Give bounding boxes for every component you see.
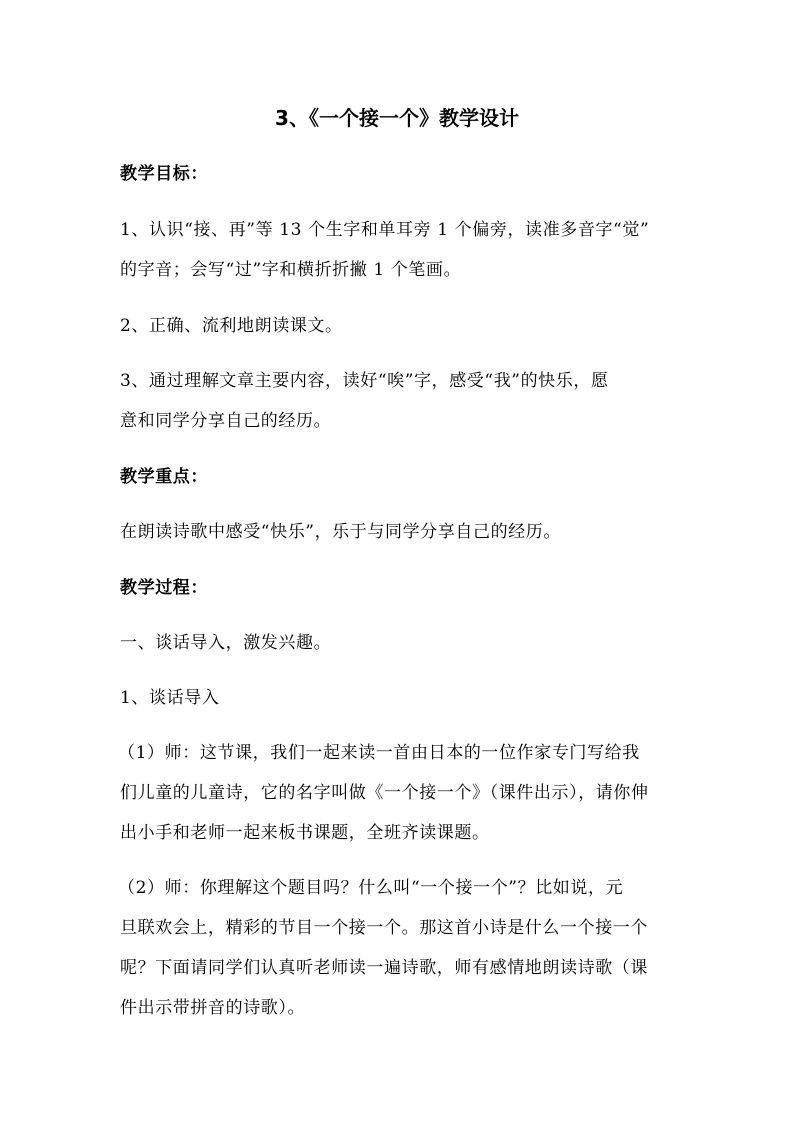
- goal-1-line-1: 1、认识“接、再”等 13 个生字和单耳旁 1 个偏旁，读准多音字“觉”: [120, 220, 650, 240]
- paragraph-2-line-3: 呢？下面请同学们认真听老师读一遍诗歌，师有感情地朗读诗歌（课: [120, 958, 648, 978]
- process-heading: 教学过程：: [120, 578, 208, 598]
- document-title: 3、《一个接一个》教学设计: [275, 106, 519, 130]
- paragraph-1-line-3: 出小手和老师一起来板书课题，全班齐读课题。: [120, 823, 490, 843]
- paragraph-2-line-2: 旦联欢会上，精彩的节目一个接一个。那这首小诗是什么一个接一个: [120, 918, 648, 938]
- paragraph-2-line-1: （2）师：你理解这个题目吗？什么叫“一个接一个”？比如说，元: [118, 878, 624, 898]
- goal-3-line-1: 3、通过理解文章主要内容，读好“唉”字，感受“我”的快乐，愿: [120, 371, 609, 391]
- goals-heading: 教学目标：: [120, 164, 208, 184]
- paragraph-1-line-2: 们儿童的儿童诗，它的名字叫做《一个接一个》（课件出示），请你伸: [120, 783, 649, 803]
- paragraph-1-line-1: （1）师：这节课，我们一起来读一首由日本的一位作家专门写给我: [118, 743, 640, 763]
- goal-2: 2、正确、流利地朗读课文。: [120, 316, 343, 336]
- key-heading: 教学重点：: [120, 467, 208, 487]
- key-text: 在朗读诗歌中感受“快乐”，乐于与同学分享自己的经历。: [120, 522, 561, 542]
- goal-1-line-2: 的字音；会写“过”字和横折折撇 1 个笔画。: [120, 260, 462, 280]
- step-1: 一、谈话导入，激发兴趣。: [120, 633, 332, 653]
- goal-3-line-2: 意和同学分享自己的经历。: [120, 411, 332, 431]
- step-1-1: 1、谈话导入: [120, 688, 220, 708]
- paragraph-2-line-4: 件出示带拼音的诗歌）。: [120, 998, 306, 1018]
